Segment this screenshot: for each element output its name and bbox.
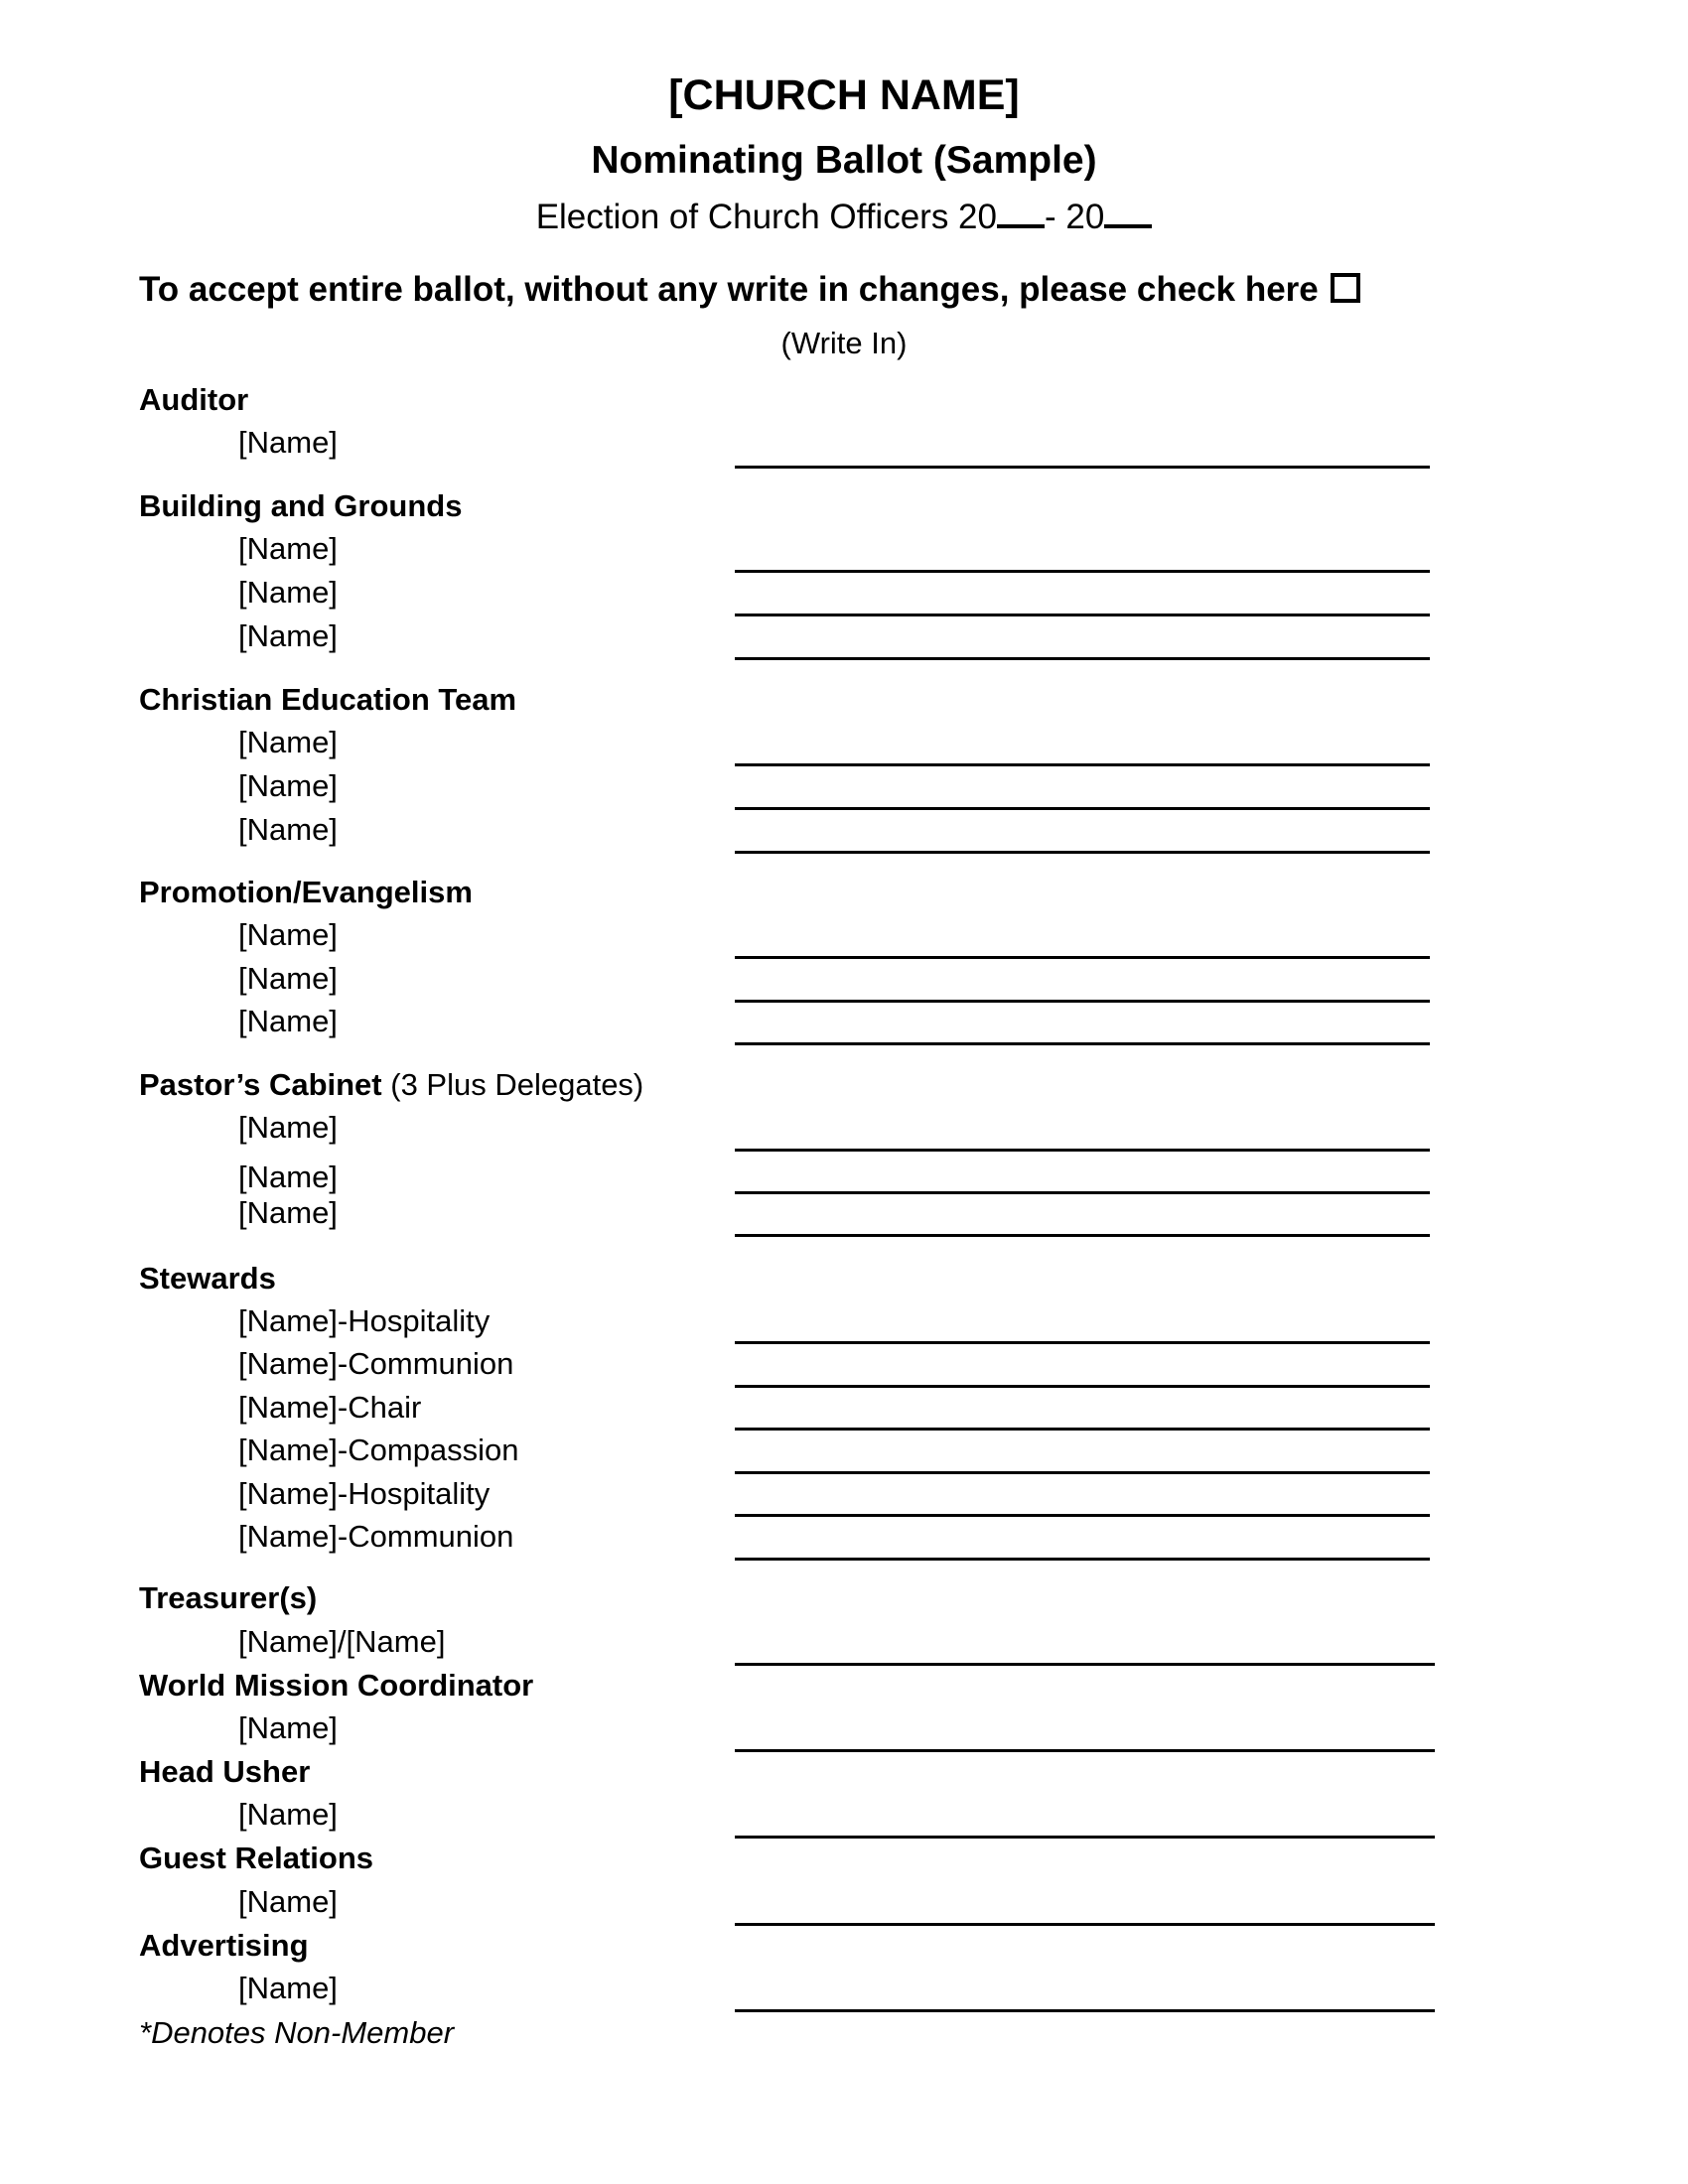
section-heading-treasurers: Treasurer(s) [139,1580,318,1615]
write-in-line-steward-5[interactable] [735,1514,1430,1517]
nominee-christian-ed-1: [Name] [238,725,338,759]
write-in-line-steward-1[interactable] [735,1341,1430,1344]
nominee-christian-ed-2: [Name] [238,768,338,803]
write-in-line-promotion-3[interactable] [735,1042,1430,1045]
nominee-treasurer-1: [Name]/[Name] [238,1624,446,1659]
nominee-steward-5: [Name]-Hospitality [238,1476,491,1511]
write-in-line-treasurer-1[interactable] [735,1663,1435,1666]
year-end-blank[interactable] [1104,197,1152,228]
write-in-line-christian-ed-2[interactable] [735,807,1430,810]
section-heading-head-usher: Head Usher [139,1754,311,1789]
year-start-blank[interactable] [997,197,1045,228]
write-in-line-christian-ed-1[interactable] [735,763,1430,766]
pastors-cabinet-title: Pastor’s Cabinet [139,1067,382,1102]
write-in-line-auditor-1[interactable] [735,466,1430,469]
write-in-line-christian-ed-3[interactable] [735,851,1430,854]
nominee-cabinet-1: [Name] [238,1110,338,1145]
write-in-line-advertising-1[interactable] [735,2009,1435,2012]
write-in-line-cabinet-2[interactable] [735,1191,1430,1194]
election-period [0,197,1688,237]
ballot-title: Nominating Ballot (Sample) [591,139,1097,182]
write-in-line-guest-relations-1[interactable] [735,1923,1435,1926]
nominee-steward-3: [Name]-Chair [238,1390,422,1425]
nominee-steward-2: [Name]-Communion [238,1346,514,1381]
accept-ballot-checkbox[interactable] [1331,273,1360,303]
section-heading-pastors-cabinet [139,1067,643,1103]
write-in-line-cabinet-3[interactable] [735,1234,1430,1237]
section-heading-stewards: Stewards [139,1261,276,1296]
nominee-christian-ed-3: [Name] [238,812,338,847]
section-heading-building-grounds: Building and Grounds [139,488,463,523]
nominee-promotion-1: [Name] [238,917,338,952]
nominee-guest-relations-1: [Name] [238,1884,338,1919]
write-in-line-building-3[interactable] [735,657,1430,660]
nominee-head-usher-1: [Name] [238,1797,338,1832]
church-name: [CHURCH NAME] [668,71,1020,119]
nominee-steward-1: [Name]-Hospitality [238,1303,491,1338]
accept-ballot-label: To accept entire ballot, without any write in changes, please check here [139,270,1319,309]
accept-ballot-row [139,270,1360,310]
pastors-cabinet-note: (3 Plus Delegates) [390,1067,644,1102]
write-in-label: (Write In) [780,326,908,360]
nominee-promotion-3: [Name] [238,1004,338,1038]
write-in-line-promotion-1[interactable] [735,956,1430,959]
section-heading-advertising: Advertising [139,1928,309,1963]
nominee-auditor-1: [Name] [238,425,338,460]
write-in-line-building-1[interactable] [735,570,1430,573]
write-in-line-steward-6[interactable] [735,1558,1430,1561]
nominee-building-1: [Name] [238,531,338,566]
section-heading-christian-education: Christian Education Team [139,682,517,717]
write-in-line-world-mission-1[interactable] [735,1749,1435,1752]
section-heading-auditor: Auditor [139,382,249,417]
election-mid: - 20 [1044,198,1105,236]
write-in-line-head-usher-1[interactable] [735,1836,1435,1839]
nominee-advertising-1: [Name] [238,1971,338,2005]
nominee-building-3: [Name] [238,618,338,653]
nominee-world-mission-1: [Name] [238,1710,338,1745]
nominee-promotion-2: [Name] [238,961,338,996]
section-heading-world-mission: World Mission Coordinator [139,1668,534,1703]
nominee-steward-4: [Name]-Compassion [238,1433,519,1467]
write-in-line-steward-4[interactable] [735,1471,1430,1474]
write-in-line-cabinet-1[interactable] [735,1149,1430,1152]
nominee-building-2: [Name] [238,575,338,610]
write-in-line-building-2[interactable] [735,614,1430,616]
write-in-line-steward-2[interactable] [735,1385,1430,1388]
nominee-steward-6: [Name]-Communion [238,1519,514,1554]
section-heading-promotion-evangelism: Promotion/Evangelism [139,875,473,909]
non-member-footnote: *Denotes Non-Member [139,2015,455,2050]
nominee-cabinet-2: [Name] [238,1160,338,1194]
section-heading-guest-relations: Guest Relations [139,1841,373,1875]
election-prefix: Election of Church Officers 20 [535,198,997,236]
nominee-cabinet-3: [Name] [238,1195,338,1230]
write-in-line-promotion-2[interactable] [735,1000,1430,1003]
write-in-line-steward-3[interactable] [735,1428,1430,1431]
